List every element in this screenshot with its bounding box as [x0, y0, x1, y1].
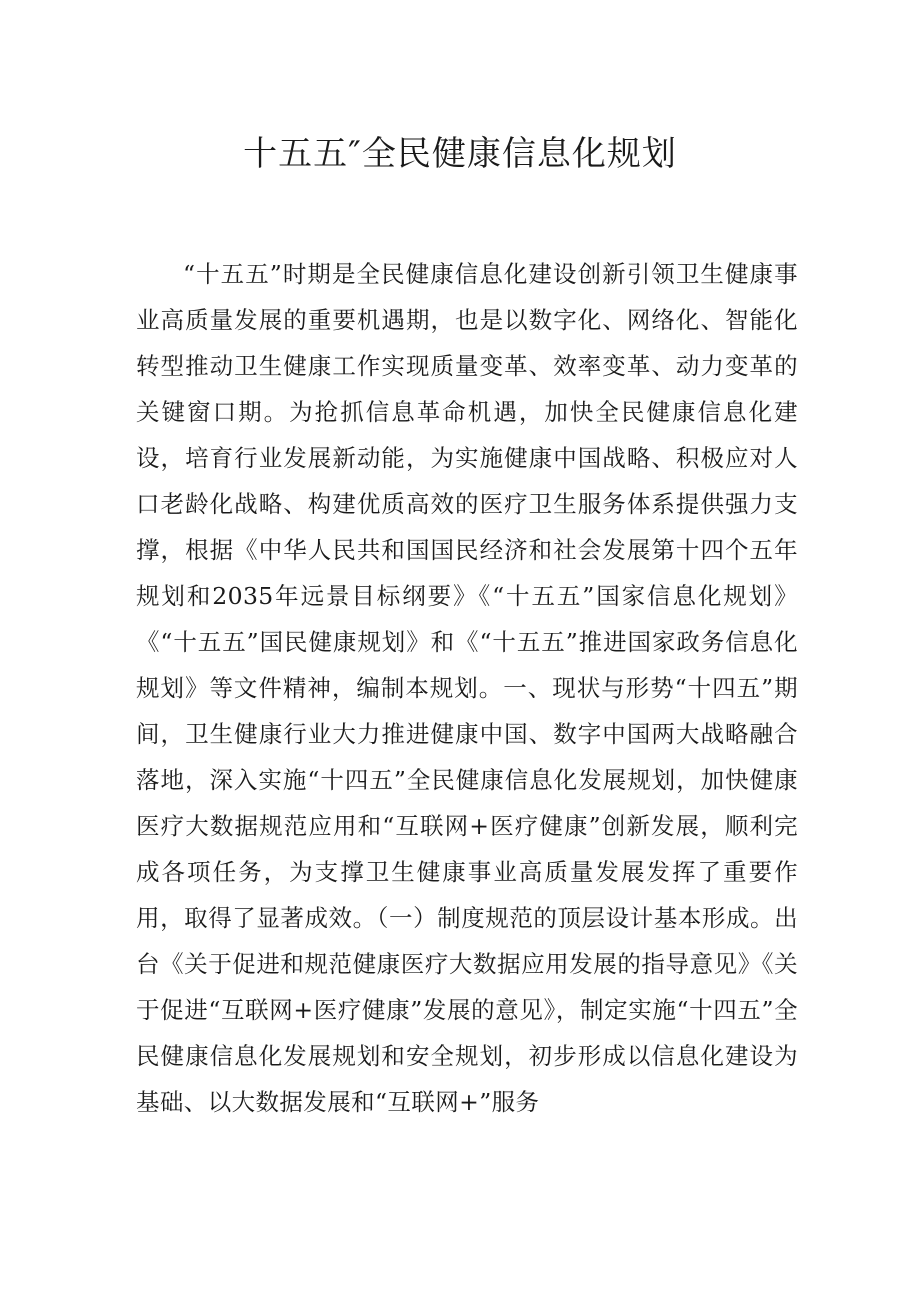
document-body-paragraph: “十五五”时期是全民健康信息化建设创新引领卫生健康事业高质量发展的重要机遇期，也是以数字化、网络化、智能化转型推动卫生健康工作实现质量变革、效率变革、动力变革的关键窗口期。为抢抓信息革命机遇，加快全民健康信息化建设，培育行业发展新动能，为实施健康中国战略、积极应对人口老龄化战略、构建优质高效的医疗卫生服务体系提供强力支撑，根据《中华人民共和国国民经济和社会发展第十四个五年规划和2035年远景目标纲要》《“十五五”国家信息化规划》《“十五五”国民健康规划》和《“十五五”推进国家政务信息化规划》等文件精神，编制本规划。一、现状与形势“十四五”期间，卫生健康行业大力推进健康中国、数字中国两大战略融合落地，深入实施“十四五”全民健康信息化发展规划，加快健康医疗大数据规范应用和“互联网+医疗健康”创新发展，顺利完成各项任务，为支撑卫生健康事业高质量发展发挥了重要作用，取得了显著成效。（一）制度规范的顶层设计基本形成。出台《关于促进和规范健康医疗大数据应用发展的指导意见》《关于促进“互联网+医疗健康”发展的意见》，制定实施“十四五”全民健康信息化发展规划和安全规划，初步形成以信息化建设为基础、以大数据发展和“互联网+”服务 — [136, 260, 798, 1116]
document-title: 十五五″全民健康信息化规划 — [243, 134, 677, 174]
